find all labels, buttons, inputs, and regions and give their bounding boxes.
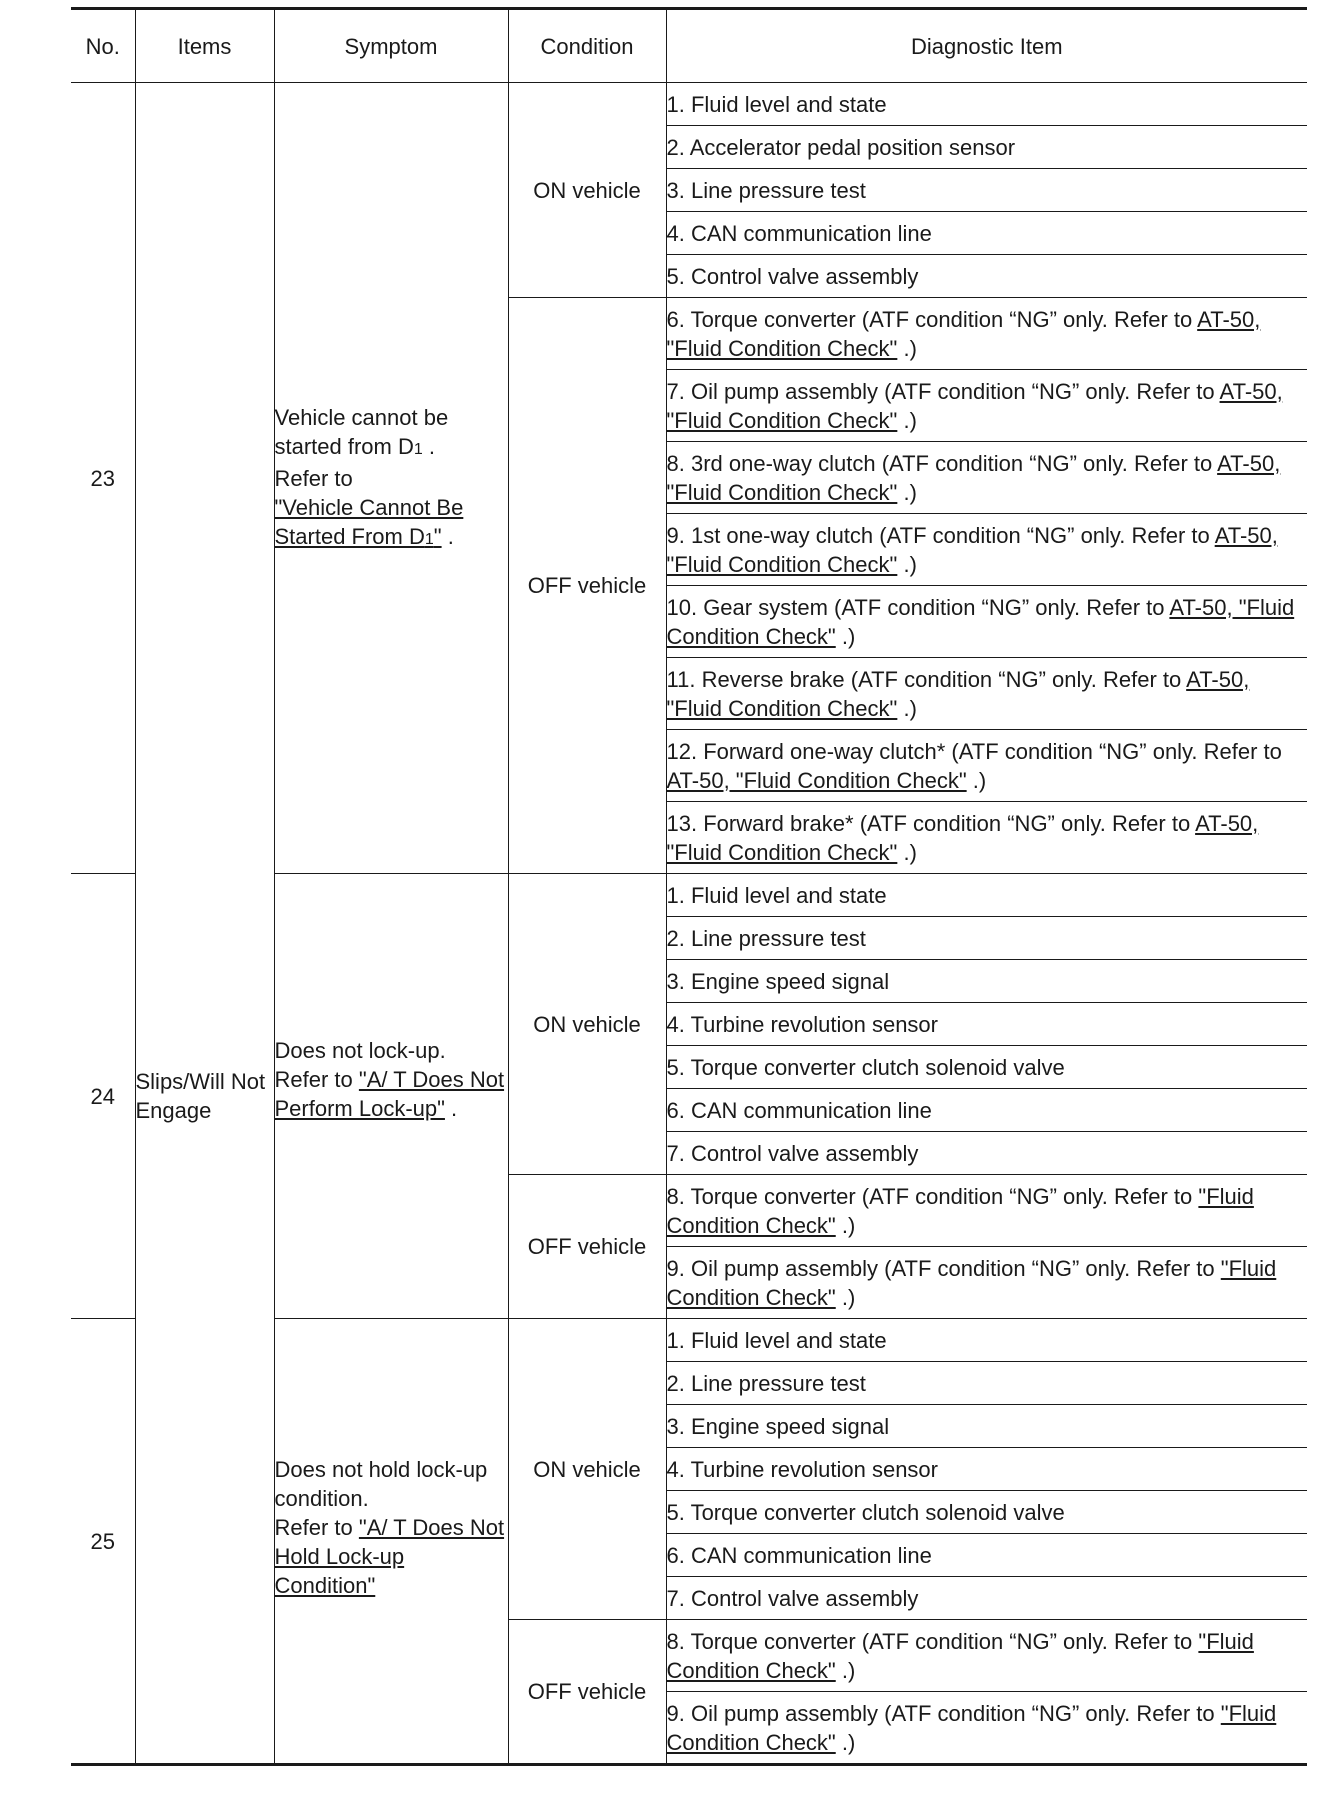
diagnostic-table (71, 7, 1307, 1766)
diagnostic-item: 4. Turbine revolution sensor (666, 1448, 1307, 1491)
items-cell (135, 83, 274, 1765)
reference-link[interactable]: AT-50, "Fluid Condition Check" (666, 666, 1250, 721)
symptom-text: Does not hold lock-up condition. (274, 1457, 488, 1511)
diagnostic-item: 7. Control valve assembly (666, 1577, 1307, 1620)
symptom-link[interactable] (275, 495, 464, 549)
row-number: 23 (71, 83, 135, 874)
items-label: Slips/Will Not Engage (135, 1069, 266, 1123)
diagnostic-item: 8. Torque converter (ATF condition “NG” only. Refer to "Fluid Condition Check" .) (666, 1175, 1307, 1247)
reference-link[interactable]: AT-50, "Fluid Condition Check" (666, 378, 1283, 433)
diagnostic-item: 3. Engine speed signal (666, 1405, 1307, 1448)
symptom-cell (274, 874, 508, 1319)
diagnostic-item: 13. Forward brake* (ATF condition “NG” only. Refer to AT-50, "Fluid Condition Check" .) (666, 802, 1307, 874)
condition-cell: ON vehicle (508, 1319, 666, 1620)
row-number: 24 (71, 874, 135, 1319)
symptom-link-text: "Vehicle Cannot Be Started From D (274, 494, 464, 549)
symptom-link[interactable]: "A/ T Does Not Perform Lock-up" (274, 1067, 505, 1121)
diagnostic-item: 12. Forward one-way clutch* (ATF condition “NG” only. Refer to AT-50, "Fluid Condition Check" .) (666, 730, 1307, 802)
condition-cell: OFF vehicle (508, 1175, 666, 1319)
reference-link[interactable]: "Fluid Condition Check" (666, 1700, 1277, 1755)
diagnostic-item: 8. 3rd one-way clutch (ATF condition “NG” only. Refer to AT-50, "Fluid Condition Check" .) (666, 442, 1307, 514)
table-row (71, 83, 1307, 126)
header-row (71, 9, 1307, 83)
reference-link[interactable]: "Fluid Condition Check" (666, 1628, 1254, 1683)
reference-link[interactable]: AT-50, "Fluid Condition Check" (666, 450, 1281, 505)
diagnostic-item: 7. Control valve assembly (666, 1132, 1307, 1175)
diagnostic-item: 4. Turbine revolution sensor (666, 1003, 1307, 1046)
symptom-text: Vehicle cannot be started from D (274, 404, 449, 459)
diagnostic-item: 5. Control valve assembly (666, 255, 1307, 298)
condition-cell: OFF vehicle (508, 1620, 666, 1765)
symptom-refer: Refer to (274, 465, 353, 491)
header-items: Items (135, 9, 274, 83)
reference-link[interactable]: AT-50, "Fluid Condition Check" (666, 767, 967, 793)
diagnostic-item: 2. Line pressure test (666, 917, 1307, 960)
symptom-cell (274, 83, 508, 874)
symptom-suffix: . (422, 433, 436, 459)
diagnostic-item: 11. Reverse brake (ATF condition “NG” only. Refer to AT-50, "Fluid Condition Check" .) (666, 658, 1307, 730)
diagnostic-item: 6. Torque converter (ATF condition “NG” only. Refer to AT-50, "Fluid Condition Check" .) (666, 298, 1307, 370)
header-symptom: Symptom (274, 9, 508, 83)
symptom-link[interactable]: "A/ T Does Not Hold Lock-up Condition" (274, 1515, 505, 1598)
symptom-refer: Refer to (274, 1067, 353, 1092)
diagnostic-item: 1. Fluid level and state (666, 1319, 1307, 1362)
reference-link[interactable]: "Fluid Condition Check" (666, 1255, 1277, 1310)
diagnostic-item: 4. CAN communication line (666, 212, 1307, 255)
diagnostic-item: 10. Gear system (ATF condition “NG” only. Refer to AT-50, "Fluid Condition Check" .) (666, 586, 1307, 658)
diagnostic-item: 9. 1st one-way clutch (ATF condition “NG” only. Refer to AT-50, "Fluid Condition Check" .) (666, 514, 1307, 586)
condition-cell: ON vehicle (508, 83, 666, 298)
diagnostic-item: 3. Line pressure test (666, 169, 1307, 212)
diagnostic-item: 3. Engine speed signal (666, 960, 1307, 1003)
symptom-tail: . (444, 1096, 458, 1121)
header-no: No. (71, 9, 135, 83)
condition-cell: OFF vehicle (508, 298, 666, 874)
diagnostic-item: 9. Oil pump assembly (ATF condition “NG” only. Refer to "Fluid Condition Check" .) (666, 1692, 1307, 1765)
symptom-cell (274, 1319, 508, 1765)
symptom-link-subscript: 1 (424, 530, 434, 548)
diagnostic-item: 6. CAN communication line (666, 1534, 1307, 1577)
diagnostic-item: 1. Fluid level and state (666, 874, 1307, 917)
diagnostic-item: 6. CAN communication line (666, 1089, 1307, 1132)
header-condition: Condition (508, 9, 666, 83)
diagnostic-item: 7. Oil pump assembly (ATF condition “NG” only. Refer to AT-50, "Fluid Condition Check" .) (666, 370, 1307, 442)
diagnostic-item: 5. Torque converter clutch solenoid valve (666, 1491, 1307, 1534)
symptom-link-end: " (433, 523, 442, 549)
symptom-tail: . (441, 523, 454, 549)
symptom-refer: Refer to (274, 1515, 353, 1540)
diagnostic-item: 5. Torque converter clutch solenoid valve (666, 1046, 1307, 1089)
diagnostic-item: 9. Oil pump assembly (ATF condition “NG” only. Refer to "Fluid Condition Check" .) (666, 1247, 1307, 1319)
reference-link[interactable]: AT-50, "Fluid Condition Check" (666, 594, 1295, 649)
diagnostic-item: 8. Torque converter (ATF condition “NG” only. Refer to "Fluid Condition Check" .) (666, 1620, 1307, 1692)
reference-link[interactable]: "Fluid Condition Check" (666, 1183, 1254, 1238)
symptom-text: Does not lock-up. (274, 1038, 446, 1063)
reference-link[interactable]: AT-50, "Fluid Condition Check" (666, 522, 1278, 577)
diagnostic-item: 1. Fluid level and state (666, 83, 1307, 126)
condition-cell: ON vehicle (508, 874, 666, 1175)
diagnostic-item: 2. Line pressure test (666, 1362, 1307, 1405)
row-number: 25 (71, 1319, 135, 1765)
diagnostic-item: 2. Accelerator pedal position sensor (666, 126, 1307, 169)
header-diagnostic-item: Diagnostic Item (666, 9, 1307, 83)
reference-link[interactable]: AT-50, "Fluid Condition Check" (666, 306, 1261, 361)
symptom-subscript: 1 (413, 440, 423, 458)
reference-link[interactable]: AT-50, "Fluid Condition Check" (666, 810, 1259, 865)
